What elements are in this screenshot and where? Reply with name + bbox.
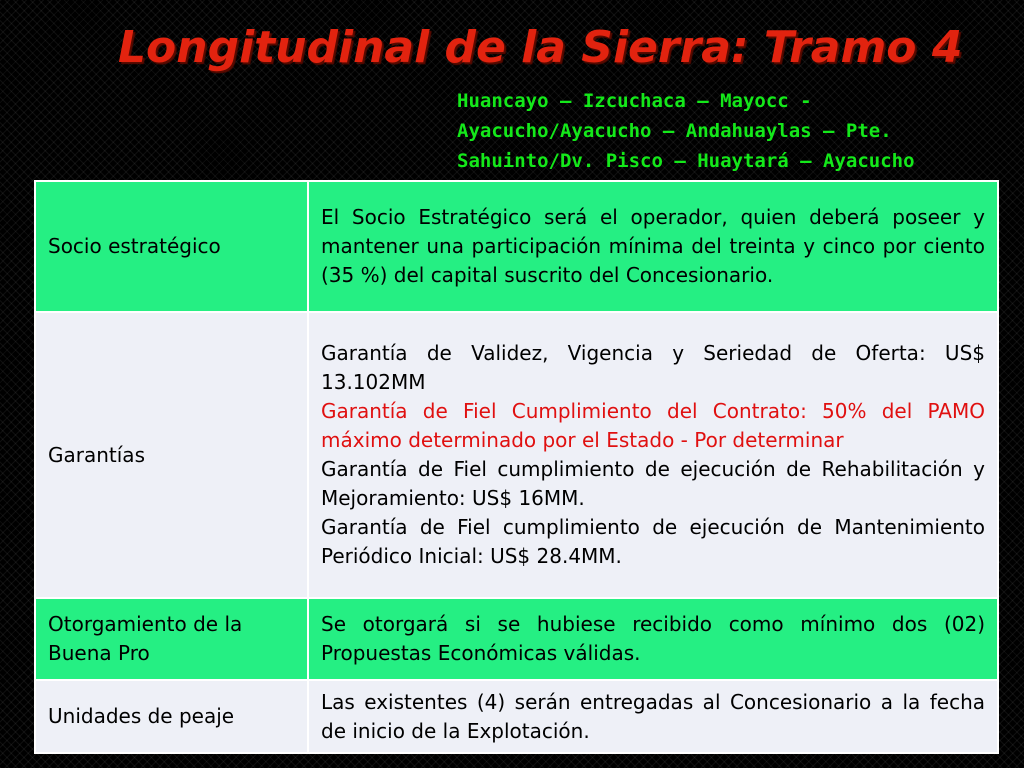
route-subtitle — [457, 86, 1017, 176]
info-table — [34, 180, 999, 754]
row-label-garantias: Garantías — [35, 312, 308, 598]
table-row-otorgamiento — [35, 598, 998, 680]
otorgamiento-paragraph: Se otorgará si se hubiese recibido como mínimo dos (02) Propuestas Económicas válidas. — [321, 612, 985, 665]
info-table-container — [34, 180, 999, 752]
socio-paragraph: El Socio Estratégico será el operador, quien deberá poseer y mantener una participación mínima del treinta y cinco por ciento (35 %) del capital suscrito del Concesionario. — [321, 205, 985, 287]
row-value-garantias — [308, 312, 998, 598]
table-row-garantias — [35, 312, 998, 598]
garantia-mantenimiento: Garantía de Fiel cumplimiento de ejecución de Mantenimiento Periódico Inicial: US$ 28.4MM. — [321, 515, 985, 568]
row-label-otorgamiento: Otorgamiento de la Buena Pro — [35, 598, 308, 680]
row-value-peaje — [308, 680, 998, 753]
route-line-3: Sahuinto/Dv. Pisco – Huaytará – Ayacucho — [457, 150, 915, 172]
row-value-socio — [308, 181, 998, 312]
route-line-1: Huancayo – Izcuchaca – Mayocc - — [457, 90, 812, 112]
route-line-2: Ayacucho/Ayacucho – Andahuaylas – Pte. — [457, 120, 892, 142]
table-row-socio — [35, 181, 998, 312]
garantia-fiel-cumplimiento-contrato: Garantía de Fiel Cumplimiento del Contrato: 50% del PAMO máximo determinado por el Estado - Por determinar — [321, 399, 985, 452]
slide-title: Longitudinal de la Sierra: Tramo 4 — [118, 22, 963, 73]
garantia-validez: Garantía de Validez, Vigencia y Seriedad de Oferta: US$ 13.102MM — [321, 341, 985, 394]
peaje-paragraph: Las existentes (4) serán entregadas al Concesionario a la fecha de inicio de la Explotación. — [321, 689, 985, 743]
row-label-socio: Socio estratégico — [35, 181, 308, 312]
garantia-rehabilitacion: Garantía de Fiel cumplimiento de ejecución de Rehabilitación y Mejoramiento: US$ 16MM. — [321, 457, 985, 510]
table-row-peaje — [35, 680, 998, 753]
row-label-peaje: Unidades de peaje — [35, 680, 308, 753]
row-value-otorgamiento — [308, 598, 998, 680]
